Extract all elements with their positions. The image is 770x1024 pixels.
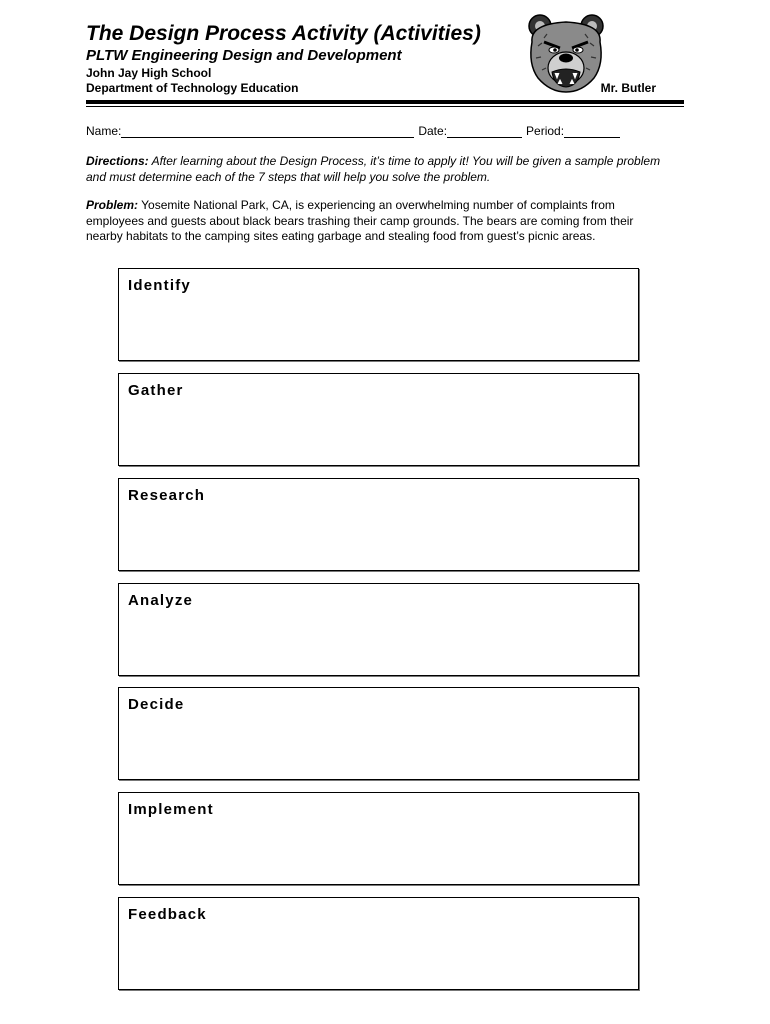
step-label: Decide <box>128 696 185 713</box>
period-field[interactable] <box>564 125 620 138</box>
step-box-implement[interactable] <box>118 792 639 885</box>
student-info-fields <box>86 124 620 138</box>
header-divider <box>86 100 684 104</box>
date-label: Date: <box>418 124 448 138</box>
step-box-research[interactable] <box>118 478 639 571</box>
problem-lead: Problem: <box>86 198 139 212</box>
step-label: Implement <box>128 801 214 818</box>
header-divider-thin <box>86 106 684 107</box>
name-field[interactable] <box>121 125 414 138</box>
step-label: Analyze <box>128 592 194 609</box>
directions-paragraph <box>86 154 666 185</box>
step-label: Research <box>128 487 206 504</box>
step-box-gather[interactable] <box>118 373 639 466</box>
problem-paragraph <box>86 198 666 245</box>
step-box-identify[interactable] <box>118 268 639 361</box>
page-title: The Design Process Activity (Activities) <box>86 22 481 45</box>
course-subtitle: PLTW Engineering Design and Development <box>86 47 402 64</box>
step-box-analyze[interactable] <box>118 583 639 676</box>
bear-mascot-icon <box>524 12 608 94</box>
directions-lead: Directions: <box>86 154 149 168</box>
name-label: Name: <box>86 124 122 138</box>
step-box-decide[interactable] <box>118 687 639 780</box>
date-field[interactable] <box>447 125 522 138</box>
step-box-feedback[interactable] <box>118 897 639 990</box>
problem-text: Yosemite National Park, CA, is experiencing an overwhelming number of complaints from employees and guests about black bears trashing their camp grounds. The bears are coming from their nearby habitats to the camping sites eating garbage and stealing food from guest’s picnic areas. <box>86 198 634 243</box>
directions-text: After learning about the Design Process, it’s time to apply it! You will be given a sample problem and must determine each of the 7 steps that will help you solve the problem. <box>86 154 661 184</box>
step-label: Identify <box>128 277 191 294</box>
period-label: Period: <box>526 124 565 138</box>
department-name: Department of Technology Education <box>86 81 299 95</box>
step-label: Feedback <box>128 906 207 923</box>
teacher-name: Mr. Butler <box>600 81 656 95</box>
step-label: Gather <box>128 382 184 399</box>
school-name: John Jay High School <box>86 66 212 80</box>
